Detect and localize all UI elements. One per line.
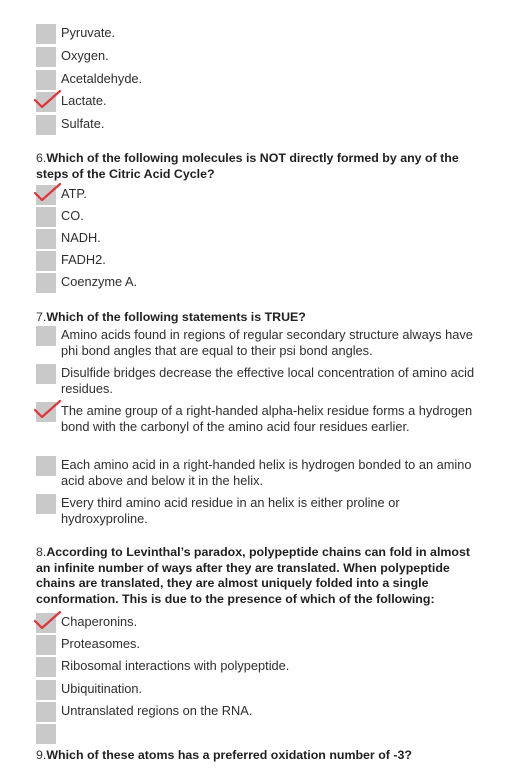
checkbox[interactable]: [36, 115, 56, 135]
question-number: 9.: [36, 748, 47, 762]
question-6-text: [36, 151, 486, 182]
question-9-text: [36, 748, 486, 764]
option-label: Every third amino acid residue in an helix is either proline or hydroxyproline.: [61, 495, 400, 526]
checkbox[interactable]: [36, 251, 56, 271]
option-label: NADH.: [61, 230, 101, 245]
option-label: Acetaldehyde.: [61, 71, 143, 86]
option-label: Chaperonins.: [61, 614, 138, 629]
checkbox[interactable]: [36, 680, 56, 700]
checkmark-icon: [33, 182, 63, 204]
option-label: FADH2.: [61, 252, 106, 267]
question-prompt: Which of these atoms has a preferred oxidation number of -3?: [46, 748, 412, 762]
checkbox[interactable]: [36, 70, 56, 90]
checkbox[interactable]: [36, 635, 56, 655]
option-label: Sulfate.: [61, 116, 105, 131]
option-label: Lactate.: [61, 93, 107, 108]
question-number: 7.: [36, 310, 47, 324]
option-label: Pyruvate.: [61, 25, 116, 40]
option-label: Oxygen.: [61, 48, 109, 63]
checkbox[interactable]: [36, 24, 56, 44]
option-label: Disulfide bridges decrease the effective local concentration of amino acid residues.: [61, 365, 475, 396]
checkmark-icon: [33, 89, 63, 111]
question-prompt: Which of the following statements is TRUE?: [46, 310, 306, 324]
checkbox[interactable]: [36, 724, 56, 744]
question-prompt: Which of the following molecules is NOT directly formed by any of the steps of the Citric Acid Cycle?: [36, 151, 459, 181]
checkbox[interactable]: [36, 326, 56, 346]
checkmark-icon: [33, 610, 63, 632]
question-number: 8.: [36, 545, 47, 559]
checkbox[interactable]: [36, 702, 56, 722]
question-8-text: [36, 545, 486, 607]
option-label: ATP.: [61, 186, 87, 201]
checkbox[interactable]: [36, 273, 56, 293]
option-label: Amino acids found in regions of regular secondary structure always have phi bond angles that are equal to their psi bond angles.: [61, 327, 473, 358]
question-prompt: According to Levinthal’s paradox, polypeptide chains can fold in almost an infinite number of ways after they are translated. When polypeptide chains are translated, they are almost uniquely folded into a single conformation. This is due to the presence of which of the following:: [36, 545, 470, 606]
checkmark-icon: [33, 399, 63, 421]
option-label: Each amino acid in a right-handed helix is hydrogen bonded to an amino acid above and below it in the helix.: [61, 457, 472, 488]
checkbox[interactable]: [36, 207, 56, 227]
checkbox[interactable]: [36, 364, 56, 384]
checkbox[interactable]: [36, 456, 56, 476]
question-number: 6.: [36, 151, 47, 165]
checkbox[interactable]: [36, 657, 56, 677]
checkbox[interactable]: [36, 494, 56, 514]
question-7-text: [36, 310, 486, 326]
option-label: Ubiquitination.: [61, 681, 143, 696]
checkbox[interactable]: [36, 229, 56, 249]
option-label: Proteasomes.: [61, 636, 140, 651]
option-label: Ribosomal interactions with polypeptide.: [61, 658, 290, 673]
option-label: Coenzyme A.: [61, 274, 138, 289]
checkbox[interactable]: [36, 47, 56, 67]
option-label: The amine group of a right-handed alpha-helix residue forms a hydrogen bond with the carbonyl of the amino acid four residues earlier.: [61, 403, 473, 434]
option-label: Untranslated regions on the RNA.: [61, 703, 253, 718]
option-label: CO.: [61, 208, 84, 223]
